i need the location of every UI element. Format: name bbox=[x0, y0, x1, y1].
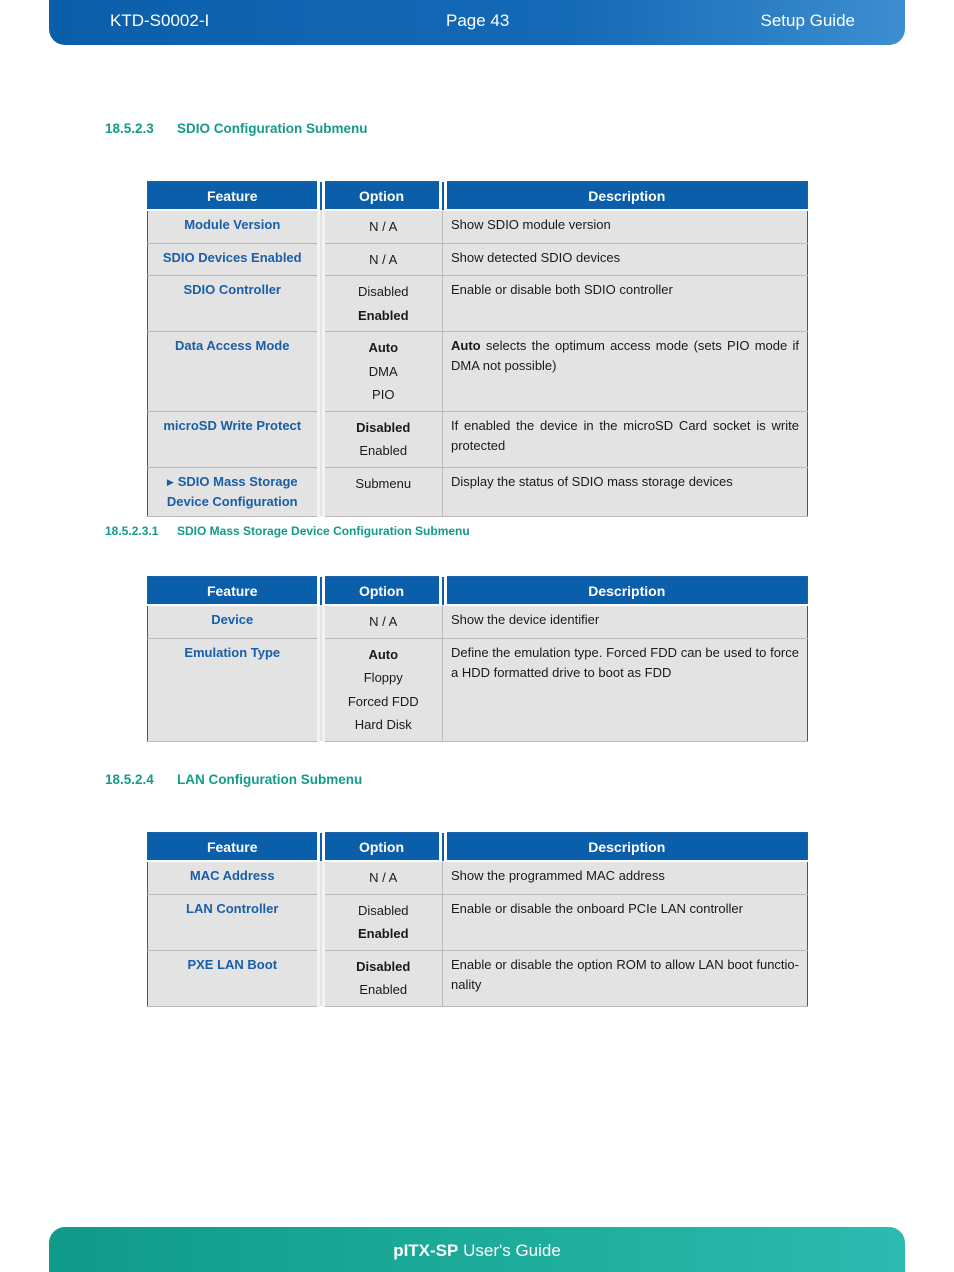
option-cell bbox=[321, 467, 443, 516]
section-title: LAN Configuration Submenu bbox=[177, 772, 363, 787]
table-row bbox=[148, 332, 808, 412]
description-text: Show SDIO module version bbox=[451, 217, 611, 232]
description-text: Enable or disable the onboard PCIe LAN controller bbox=[451, 900, 743, 916]
feature-label: Device bbox=[211, 612, 254, 627]
feature-cell bbox=[148, 605, 321, 638]
feature-cell bbox=[148, 243, 321, 276]
option-value: Enabled bbox=[357, 926, 409, 941]
description-cell bbox=[443, 861, 808, 894]
description-text: selects the optimum access mode (sets PIO mode if DMA not possible) bbox=[451, 338, 799, 373]
description-cell bbox=[443, 638, 808, 741]
column-header-feature: Feature bbox=[148, 182, 321, 211]
column-header-option: Option bbox=[321, 577, 443, 606]
column-header-option: Option bbox=[321, 833, 443, 862]
lan-config-table bbox=[147, 832, 808, 1007]
column-header-feature: Feature bbox=[148, 833, 321, 862]
table-row bbox=[148, 210, 808, 243]
option-value: DMA bbox=[368, 363, 398, 379]
table-row bbox=[148, 638, 808, 741]
option-value: N / A bbox=[369, 251, 398, 267]
column-header-description: Description bbox=[443, 833, 808, 862]
feature-label: Module Version bbox=[184, 217, 281, 232]
description-text: Display the status of SDIO mass storage devices bbox=[451, 473, 733, 489]
table-row bbox=[148, 950, 808, 1006]
doc-id: KTD-S0002-I bbox=[110, 11, 210, 30]
option-value: Enabled bbox=[359, 982, 408, 997]
description-text: If enabled the device in the microSD Card socket is write protected bbox=[451, 417, 799, 453]
description-cell bbox=[443, 276, 808, 332]
section-title: SDIO Mass Storage Device Configuration Submenu bbox=[177, 524, 470, 538]
guide-label: User's Guide bbox=[458, 1241, 561, 1260]
table-row bbox=[148, 861, 808, 894]
option-value: N / A bbox=[369, 614, 398, 629]
section-number: 18.5.2.3.1 bbox=[105, 524, 159, 538]
description-cell bbox=[443, 467, 808, 516]
section-heading-sdio bbox=[105, 121, 368, 136]
feature-label: PXE LAN Boot bbox=[187, 956, 278, 972]
option-value: Enabled bbox=[357, 307, 409, 323]
page-footer bbox=[49, 1227, 905, 1272]
option-cell bbox=[321, 605, 443, 638]
description-keyword: Auto bbox=[451, 338, 481, 353]
feature-label: SDIO Controller bbox=[183, 282, 281, 297]
option-value: Disabled bbox=[357, 284, 409, 299]
sdio-config-table bbox=[147, 181, 808, 517]
table-row bbox=[148, 243, 808, 276]
option-value: Disabled bbox=[356, 958, 411, 974]
option-value: N / A bbox=[369, 219, 398, 234]
table-row bbox=[148, 411, 808, 467]
column-header-description: Description bbox=[443, 182, 808, 211]
description-cell bbox=[443, 950, 808, 1006]
option-cell bbox=[321, 243, 443, 276]
section-number: 18.5.2.3 bbox=[105, 121, 154, 136]
feature-label: SDIO Devices Enabled bbox=[162, 249, 302, 265]
option-cell bbox=[321, 894, 443, 950]
feature-label: Data Access Mode bbox=[175, 338, 290, 353]
product-name: pITX-SP bbox=[393, 1241, 459, 1260]
feature-cell bbox=[148, 861, 321, 894]
feature-cell bbox=[148, 894, 321, 950]
option-value: Disabled bbox=[357, 902, 409, 918]
feature-cell bbox=[148, 210, 321, 243]
section-heading-sdio-mass-storage bbox=[105, 524, 470, 538]
option-value: Enabled bbox=[359, 443, 408, 458]
option-value: Floppy bbox=[363, 670, 403, 685]
table-row bbox=[148, 467, 808, 516]
feature-label: SDIO Mass Storage Device Configuration bbox=[166, 473, 298, 509]
description-cell bbox=[443, 605, 808, 638]
page-number: Page 43 bbox=[446, 11, 510, 30]
option-cell bbox=[321, 210, 443, 243]
option-cell bbox=[321, 950, 443, 1006]
feature-label: Emulation Type bbox=[184, 644, 281, 660]
option-cell bbox=[321, 332, 443, 412]
description-text: Enable or disable the option ROM to allow LAN boot functio-nality bbox=[451, 956, 799, 992]
option-cell bbox=[321, 861, 443, 894]
option-cell bbox=[321, 638, 443, 741]
table-row bbox=[148, 894, 808, 950]
option-cell bbox=[321, 276, 443, 332]
feature-cell bbox=[148, 411, 321, 467]
feature-cell bbox=[148, 332, 321, 412]
column-header-feature: Feature bbox=[148, 577, 321, 606]
option-value: PIO bbox=[372, 387, 395, 402]
description-text: Show the programmed MAC address bbox=[451, 868, 665, 883]
feature-cell bbox=[148, 276, 321, 332]
option-value: Submenu bbox=[355, 475, 412, 491]
description-text: Show detected SDIO devices bbox=[451, 249, 621, 265]
feature-label: MAC Address bbox=[189, 868, 275, 883]
column-header-description: Description bbox=[443, 577, 808, 606]
option-value: N / A bbox=[369, 870, 398, 885]
option-value: Forced FDD bbox=[347, 693, 419, 709]
description-text: Show the device identifier bbox=[451, 612, 600, 627]
option-cell bbox=[321, 411, 443, 467]
submenu-arrow-icon: ▶ bbox=[166, 476, 174, 487]
description-cell bbox=[443, 332, 808, 412]
feature-label: LAN Controller bbox=[186, 900, 279, 916]
description-cell bbox=[443, 243, 808, 276]
description-cell bbox=[443, 894, 808, 950]
option-value: Hard Disk bbox=[354, 717, 412, 732]
page-header bbox=[49, 0, 905, 45]
feature-cell bbox=[148, 638, 321, 741]
section-heading-lan bbox=[105, 772, 362, 787]
option-value: Disabled bbox=[356, 419, 411, 435]
option-value: Auto bbox=[368, 646, 399, 662]
description-cell bbox=[443, 210, 808, 243]
feature-cell bbox=[148, 950, 321, 1006]
description-text: Define the emulation type. Forced FDD can be used to force a HDD formatted drive to boot as FDD bbox=[451, 644, 799, 680]
section-name: Setup Guide bbox=[760, 11, 855, 30]
sdio-mass-storage-table bbox=[147, 576, 808, 742]
option-value: Auto bbox=[368, 340, 399, 355]
table-row bbox=[148, 276, 808, 332]
description-text: Enable or disable both SDIO controller bbox=[451, 282, 673, 297]
feature-label: microSD Write Protect bbox=[163, 417, 302, 433]
column-header-option: Option bbox=[321, 182, 443, 211]
table-row bbox=[148, 605, 808, 638]
description-cell bbox=[443, 411, 808, 467]
section-title: SDIO Configuration Submenu bbox=[177, 121, 368, 136]
feature-cell bbox=[148, 467, 321, 516]
section-number: 18.5.2.4 bbox=[105, 772, 154, 787]
